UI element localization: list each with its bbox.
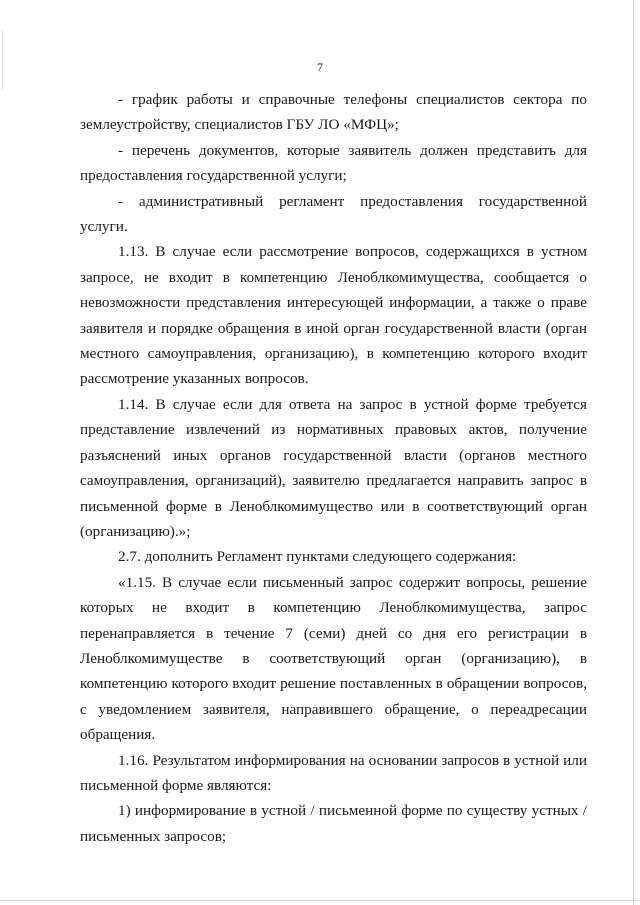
paragraph-documents-list: - перечень документов, которые заявитель должен представить для предоставления государственной услуги; <box>80 141 587 185</box>
scan-edge-right <box>633 0 634 905</box>
page-number: 7 <box>317 60 323 74</box>
paragraph-item-1: 1) информирование в устной / письменной форме по существу устных / письменных запросов; <box>80 802 587 845</box>
document-body <box>80 87 587 849</box>
paragraph-1-15: «1.15. В случае если письменный запрос содержит вопросы, решение которых не входит в компетенцию Леноблкомимущества, запрос перенаправляется в течение 7 (семи) дней со дня его регистрации в Леноблкомимуществе в соответствующий орган (организацию), в компетенцию которого входит решение поставленных в обращении вопросов, с уведомлением заявителя, направившего обращение, о переадресации обращения. <box>80 573 587 744</box>
scan-edge-bottom <box>0 900 640 901</box>
paragraph-admin-regulation: - административный регламент предоставления государственной услуги. <box>80 192 587 236</box>
paragraph-1-16: 1.16. Результатом информирования на основании запросов в устной или письменной форме являются: <box>80 751 587 794</box>
paragraph-1-14: 1.14. В случае если для ответа на запрос в устной форме требуется представление извлечений из нормативных правовых актов, получение разъяснений иных органов государственной власти (органов местного самоуправления, организаций), заявителю предлагается направить запрос в письменной форме в Леноблкомимущество или в соответствующий орган (организацию).»; <box>80 395 587 540</box>
paragraph-2-7: 2.7. дополнить Регламент пунктами следующего содержания: <box>118 548 517 566</box>
paragraph-1-13: 1.13. В случае если рассмотрение вопросов, содержащихся в устном запросе, не входит в компетенцию Леноблкомимущества, сообщается о невозможности представления интересующей информации, а также о праве заявителя и порядке обращения в иной орган государственной власти (орган местного самоуправления, организацию), в компетенцию которого входит рассмотрение указанных вопросов. <box>80 243 587 388</box>
paragraph-schedule-phones: - график работы и справочные телефоны специалистов сектора по землеустройству, специалистов ГБУ ЛО «МФЦ»; <box>80 91 587 134</box>
